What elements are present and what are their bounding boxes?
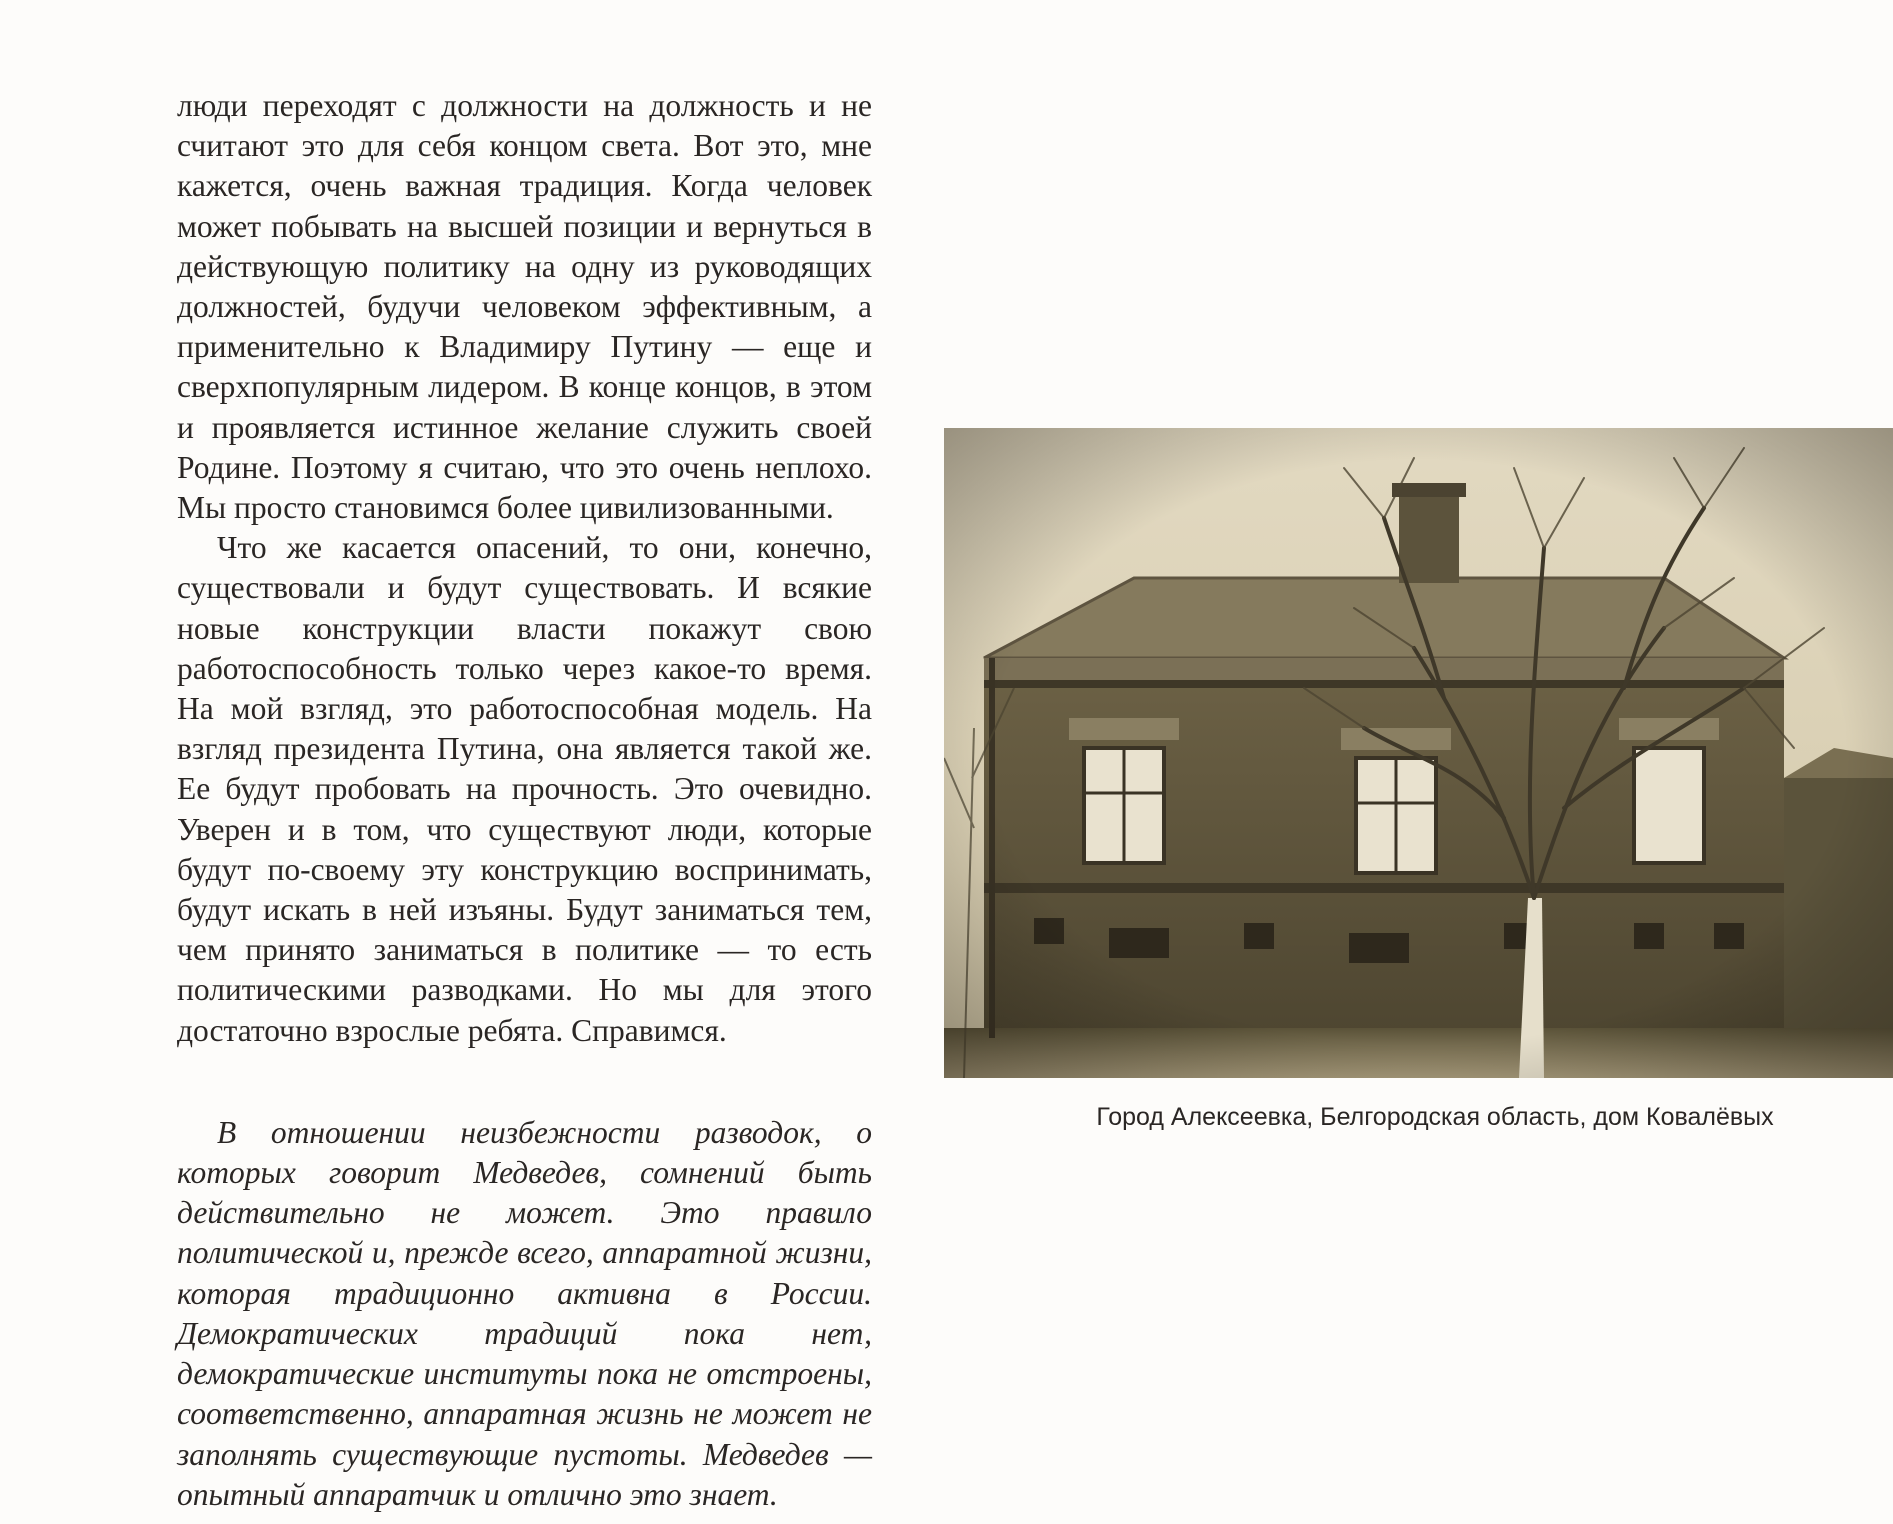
house-photo <box>944 428 1893 1078</box>
body-paragraph-2: Что же касается опасений, то они, конечно, существовали и будут существовать. И всякие новые конструкции власти покажут свою работоспособность только через какое-то время. На мой взгляд, это работоспособная модель. На взгляд президента Путина, она является такой же. Ее будут пробовать на прочность. Это очевидно. Уверен и в том, что существуют люди, которые будут по-своему эту конструкцию воспринимать, будут искать в ней изъяны. Будут заниматься тем, чем принято заниматься в политике — то есть политическими разводками. Но мы для этого достаточно взрослые ребята. Справимся. <box>177 530 872 1048</box>
paragraph-gap <box>177 1051 872 1113</box>
author-commentary: В отношении неизбежности разводок, о которых говорит Медведев, сомнений быть действительно не может. Это правило политической и, прежде всего, аппаратной жизни, которая традиционно активна в России. Демократических традиций пока нет, демократические институты пока не отстроены, соответственно, аппаратная жизнь не может не заполнять существующие пустоты. Медведев — опытный аппаратчик и отлично это знает. <box>177 1114 872 1512</box>
figure <box>944 428 1893 1078</box>
body-paragraph-1: люди переходят с должности на должность и не считают это для себя концом света. Вот это, мне кажется, очень важная традиция. Когда человек может побывать на высшей позиции и вернуться в действующую политику на одну из руководящих должностей, будучи человеком эффективным, а применительно к Владимиру Путину — еще и сверхпопулярным лидером. В конце концов, в этом и проявляется истинное желание служить своей Родине. Поэтому я считаю, что это очень неплохо. Мы просто становимся более цивилизованными. <box>177 88 872 526</box>
house-photo-illustration <box>944 428 1893 1078</box>
main-text-column <box>177 86 872 1515</box>
figure-caption: Город Алексеевка, Белгородская область, дом Ковалёвых <box>1096 1103 1774 1131</box>
